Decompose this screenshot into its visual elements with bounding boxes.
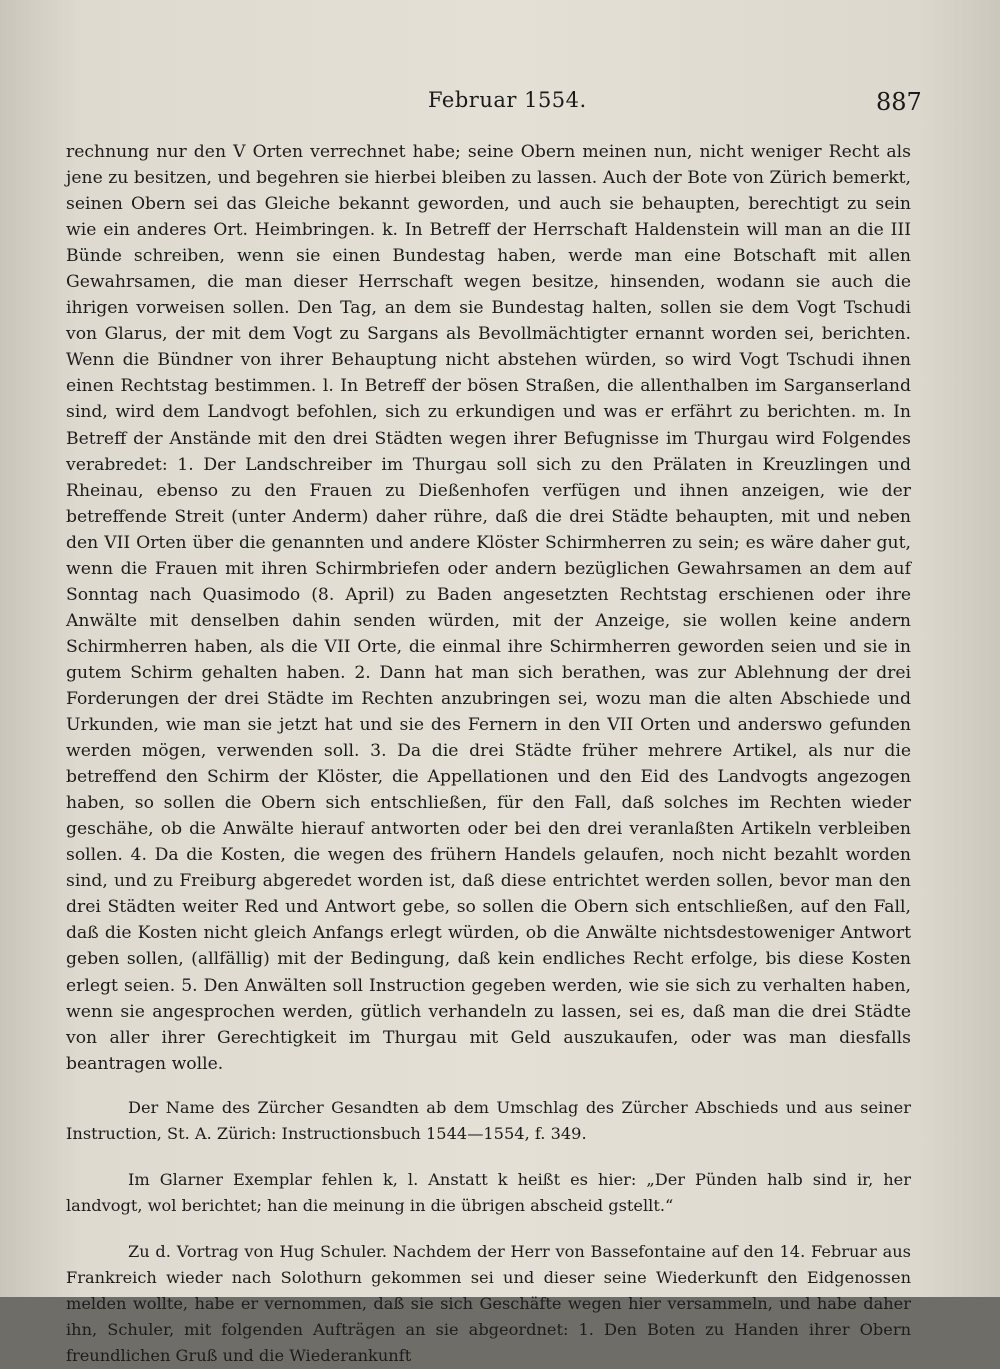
main-text-paragraph: rechnung nur den V Orten verrechnet habe; seine Obern meinen nun, nicht weniger Recht als jene zu besitzen, und begehren sie hierbei bleiben zu lassen. Auch der Bote von Zürich bemerkt, seinen Obern sei das Gleiche bekannt geworden, und auch sie behaupten, berechtigt zu sein wie ein anderes Ort. Heimbringen. k. In Betreff der Herrschaft Haldenstein will man an die III Bünde schreiben, wenn sie einen Bundestag haben, werde man eine Botschaft mit allen Gewahrsamen, die man dieser Herrschaft wegen besitze, hinsenden, wodann sie auch die ihrigen vorweisen sollen. Den Tag, an dem sie Bundestag halten, sollen sie dem Vogt Tschudi von Glarus, der mit dem Vogt zu Sargans als Bevollmächtigter ernannt worden sei, berichten. Wenn die Bündner von ihrer Behauptung nicht abstehen würden, so wird Vogt Tschudi ihnen einen Rechtstag bestimmen. l. In Betreff der bösen Straßen, die allenthalben im Sarganserland sind, wird dem Landvogt befohlen, sich zu erkundigen und was er erfährt zu berichten. m. In Betreff der Anstände mit den drei Städten wegen ihrer Befugnisse im Thurgau wird Folgendes verabredet: 1. Der Landschreiber im Thurgau soll sich zu den Prälaten in Kreuzlingen und Rheinau, ebenso zu den Frauen zu Dießenhofen verfügen und ihnen anzeigen, wie der betreffende Streit (unter Anderm) daher rühre, daß die drei Städte behaupten, mit und neben den VII Orten über die genannten und andere Klöster Schirmherren zu sein; es wäre daher gut, wenn die Frauen mit ihren Schirmbriefen oder andern bezüglichen Gewahrsamen an dem auf Sonntag nach Quasimodo (8. April) zu Baden angesetzten Rechtstag erschienen oder ihre Anwälte mit denselben dahin senden würden, mit der Anzeige, sie wollen keine andern Schirmherren haben, als die VII Orte, die einmal ihre Schirmherren geworden seien und sie in gutem Schirm gehalten haben. 2. Dann hat man sich berathen, was zur Ablehnung der drei Forderungen der drei Städte im Rechten anzubringen sei, wozu man die alten Abschiede und Urkunden, wie man sie jetzt hat und sie des Fernern in den VII Orten und anderswo gefunden werden mögen, verwenden soll. 3. Da die drei Städte früher mehrere Artikel, als nur die betreffend den Schirm der Klöster, die Appellationen und den Eid des Landvogts angezogen haben, so sollen die Obern sich entschließen, für den Fall, daß solches im Rechten wieder geschähe, ob die Anwälte hierauf antworten oder bei den drei veranlaßten Artikeln verbleiben sollen. 4. Da die Kosten, die wegen des frühern Handels gelaufen, noch nicht bezahlt worden sind, und zu Freiburg abgeredet worden ist, daß diese entrichtet werden sollen, bevor man den drei Städten weiter Red und Antwort gebe, so sollen die Obern sich entschließen, auf den Fall, daß die Kosten nicht gleich Anfangs erlegt würden, ob die Anwälte nichtsdestoweniger Antwort geben sollen, (allfällig) mit der Bedingung, daß kein endliches Recht erfolge, bis diese Kosten erlegt seien. 5. Den Anwälten soll Instruction gegeben werden, wie sie sich zu verhalten haben, wenn sie angesprochen werden, gütlich verhandeln zu lassen, sei es, daß man die drei Städte von aller ihrer Gerechtigkeit im Thurgau mit Geld auszukaufen, oder was man diesfalls beantragen wolle. [66,142,911,1074]
footnote-2: Im Glarner Exemplar fehlen k, l. Anstatt k heißt es hier: „Der Pünden halb sind ir, her landvogt, wol berichtet; han die meinung in die übrigen abscheid gstellt.“ [66,1169,911,1215]
footnote-1: Der Name des Zürcher Gesandten ab dem Umschlag des Zürcher Abschieds und aus seiner Instruction, St. A. Zürich: Instructionsbuch 1544—1554, f. 349. [66,1097,911,1143]
page-number: 887 [876,88,922,116]
running-title: Februar 1554. [428,88,587,112]
page-body [66,139,911,1369]
page-header [0,88,1000,122]
footnote-3: Zu d. Vortrag von Hug Schuler. Nachdem der Herr von Bassefontaine auf den 14. Februar aus Frankreich wieder nach Solothurn gekommen sei und dieser seine Wiederkunft den Eidgenossen melden wollte, habe er vernommen, daß sie sich Geschäfte wegen hier versammeln, und habe daher ihn, Schuler, mit folgenden Aufträgen an sie abgeordnet: 1. Den Boten zu Handen ihrer Obern freundlichen Gruß und die Wiederankunft [66,1241,911,1365]
